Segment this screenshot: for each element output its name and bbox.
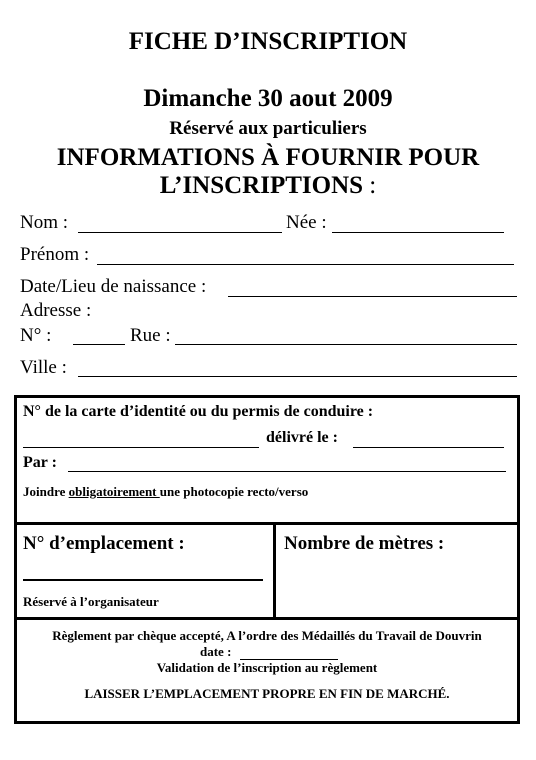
ville-label: Ville : xyxy=(20,357,67,378)
prenom-label: Prénom : xyxy=(20,244,90,265)
naissance-field[interactable] xyxy=(228,296,517,297)
emplacement-divider xyxy=(273,525,276,617)
rue-field[interactable] xyxy=(175,344,517,345)
payment-box xyxy=(14,617,520,724)
info-heading-text: L’INSCRIPTIONS xyxy=(159,172,364,199)
naissance-label: Date/Lieu de naissance : xyxy=(20,276,207,297)
cleanliness-notice: LAISSER L’EMPLACEMENT PROPRE EN FIN DE MARCHÉ. xyxy=(84,686,450,701)
payment-note: Règlement par chèque accepté, A l’ordre des Médaillés du Travail de Douvrin xyxy=(52,628,482,643)
emplacement-label: N° d’emplacement : xyxy=(23,533,185,554)
par-label: Par : xyxy=(23,454,57,471)
delivered-field[interactable] xyxy=(353,447,504,448)
form-title: FICHE D’INSCRIPTION xyxy=(128,28,408,55)
par-field[interactable] xyxy=(68,471,506,472)
photocopy-note xyxy=(23,484,308,500)
prenom-field[interactable] xyxy=(97,264,514,265)
organizer-note: Réservé à l’organisateur xyxy=(23,594,159,609)
note-suffix: une photocopie recto/verso xyxy=(159,484,309,499)
rue-label: Rue : xyxy=(130,325,171,346)
emplacement-field[interactable] xyxy=(23,579,263,581)
nom-label: Nom : xyxy=(20,212,69,233)
numero-label: N° : xyxy=(20,325,52,346)
id-document-box xyxy=(14,395,520,525)
note-prefix: Joindre xyxy=(23,484,69,499)
date-label: date : xyxy=(200,644,232,659)
nom-field[interactable] xyxy=(78,232,282,233)
emplacement-box xyxy=(14,522,520,620)
numero-field[interactable] xyxy=(73,344,125,345)
metres-label: Nombre de mètres : xyxy=(284,533,445,554)
validation-note: Validation de l’inscription au règlement xyxy=(156,660,378,675)
info-heading-colon: : xyxy=(369,172,377,199)
id-heading: N° de la carte d’identité ou du permis de conduire : xyxy=(23,403,374,420)
note-emphasis: obligatoirement xyxy=(68,484,160,499)
nee-field[interactable] xyxy=(332,232,504,233)
reserved-notice: Réservé aux particuliers xyxy=(169,118,367,139)
info-heading-line1: INFORMATIONS À FOURNIR POUR xyxy=(56,144,480,171)
delivered-label: délivré le : xyxy=(266,429,338,446)
adresse-label: Adresse : xyxy=(20,300,92,321)
ville-field[interactable] xyxy=(78,376,517,377)
event-date: Dimanche 30 aout 2009 xyxy=(143,85,393,112)
info-heading-line2 xyxy=(0,172,536,200)
nee-label: Née : xyxy=(286,212,327,233)
id-number-field[interactable] xyxy=(23,447,259,448)
